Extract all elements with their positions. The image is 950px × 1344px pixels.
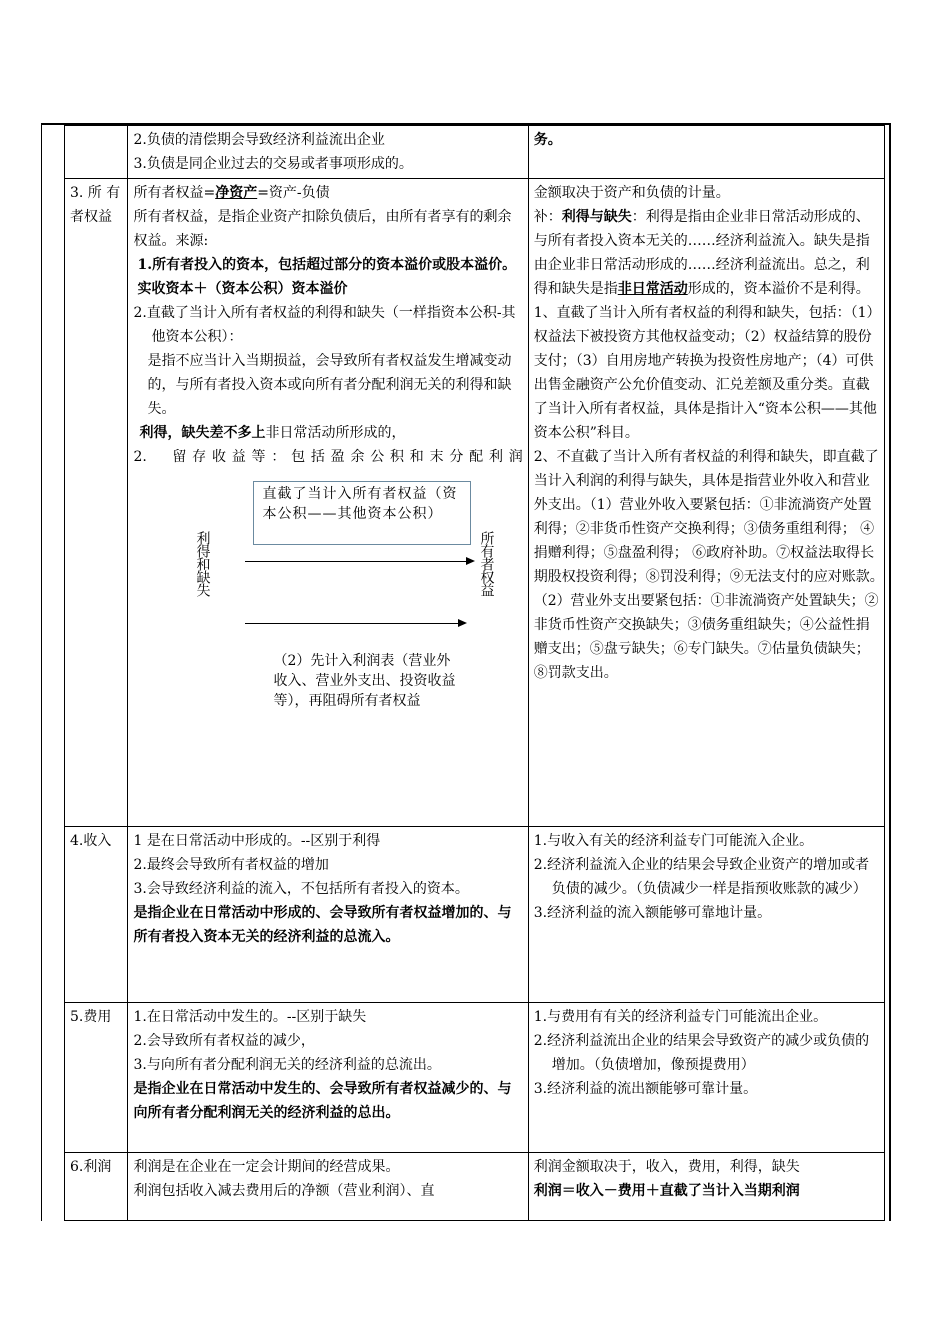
equity-definition-cell <box>128 179 528 827</box>
equity-definition: 所有者权益，是指企业资产扣除负债后，由所有者享有的剩余权益。来源: <box>133 209 512 249</box>
liability-feature-3: 3.负债是同企业过去的交易或者事项形成的。 <box>133 156 413 172</box>
table-row-continued <box>65 126 885 179</box>
label-cell-empty <box>65 126 128 179</box>
revenue-condition-3: 3.经济利益的流入额能够可靠地计量。 <box>533 905 772 921</box>
equity-measurement: 金额取决于资产和负债的计量。 <box>533 185 730 201</box>
profit-formula: 利润＝收入－费用＋直截了当计入当期利润 <box>533 1183 800 1199</box>
revenue-condition-1: 1.与收入有关的经济利益专门可能流入企业。 <box>533 833 814 849</box>
table-row-expense <box>65 1003 885 1153</box>
liability-conditions-cell <box>528 126 884 179</box>
liability-feature-2: 2.负债的清偿期会导致经济利益流出企业 <box>133 132 385 148</box>
expense-condition-2: 2.经济利益流出企业的结果会导致资产的减少或负债的增加。（负债增加，像预提费用） <box>533 1033 870 1073</box>
revenue-feature-1: 1 是在日常活动中形成的。--区别于利得 <box>133 833 381 849</box>
expense-conditions-cell <box>528 1003 884 1153</box>
diagram-arrow-bottom <box>245 623 465 624</box>
liability-conditions-tail: 务。 <box>533 132 562 148</box>
revenue-condition-2: 2.经济利益流入企业的结果会导致企业资产的增加或者负债的减少。（负债减少一样是指预收账款的减少） <box>533 857 870 897</box>
diagram-arrow-top <box>245 561 473 562</box>
table-row-equity <box>65 179 885 827</box>
expense-condition-1: 1.与费用有有关的经济利益专门可能流出企业。 <box>533 1009 828 1025</box>
revenue-conditions-cell <box>528 827 884 1003</box>
expense-feature-1: 1.在日常活动中发生的。--区别于缺失 <box>133 1009 367 1025</box>
equity-source-2-explain: 是指不应当计入当期损益，会导致所有者权益发生增减变动的，与所有者投入资本或向所有者分配利润无关的利得和缺失。 <box>147 353 512 417</box>
revenue-features-cell <box>128 827 528 1003</box>
equity-source-2: 2.直截了当计入所有者权益的利得和缺失（一样指资本公积-其他资本公积）： <box>133 305 516 345</box>
retained-earnings: 2. 留存收益等：包括盈余公积和末分配利润 <box>133 449 523 465</box>
revenue-feature-3: 3.会导致经济利益的流入，不包括所有者投入的资本。 <box>133 881 469 897</box>
profit-measurement: 利润金额取决于，收入，费用，利得，缺失 <box>533 1159 800 1175</box>
profit-measurement-cell <box>528 1153 884 1221</box>
net-assets-term: 净资产 <box>215 185 258 201</box>
expense-definition: 是指企业在日常活动中发生的、会导致所有者权益减少的、与向所有者分配利润无关的经济利益的总出。 <box>133 1081 512 1121</box>
gains-losses-supplement: 补：利得与缺失：利得是指由企业非日常活动形成的、与所有者投入资本无关的……经济利益流入。缺失是指由企业非日常活动形成的……经济利益流出。总之，利得和缺失是指非日常活动形成的，资本溢价不是利得。 <box>533 209 870 297</box>
expense-features-cell <box>128 1003 528 1153</box>
expense-feature-3: 3.与向所有者分配利润无关的经济利益的总流出。 <box>133 1057 441 1073</box>
revenue-definition: 是指企业在日常活动中形成的、会导致所有者权益增加的、与所有者投入资本无关的经济利益的总流入。 <box>133 905 512 945</box>
revenue-label: 4.收入 <box>65 827 128 1003</box>
diagram-box-direct: 直截了当计入所有者权益（资本公积——其他资本公积） <box>253 481 471 545</box>
table-row-profit <box>65 1153 885 1221</box>
diagram-left-label: 利得和缺失 <box>194 531 211 596</box>
profit-definition: 利润是在企业在一定会计期间的经营成果。 <box>133 1159 400 1175</box>
profit-label: 6.利润 <box>65 1153 128 1221</box>
diagram-right-label: 所有者权益 <box>478 531 495 596</box>
profit-definition-cell <box>128 1153 528 1221</box>
diagram-box-income-statement: （2）先计入利润表（营业外收入、营业外支出、投资收益等），再阻碍所有者权益 <box>273 653 456 709</box>
expense-condition-3: 3.经济利益的流出额能够可靠计量。 <box>533 1081 758 1097</box>
equity-label: 3. 所 有 者权益 <box>65 179 128 827</box>
direct-equity-gains: 1、直截了当计入所有者权益的利得和缺失，包括：（1）权益法下被投资方其他权益变动；（2）权益结算的股份支付；（3）自用房地产转换为投资性房地产；（4）可供出售金融资产公允价值变动、汇兑差额及重分类。直截了当计入所有者权益，具体是指计入“资本公积——其他资本公积”科目。 <box>533 305 877 441</box>
revenue-feature-2: 2.最终会导致所有者权益的增加 <box>133 857 329 873</box>
expense-label: 5.费用 <box>65 1003 128 1153</box>
accounting-elements-table <box>64 125 905 1221</box>
profit-gains-losses: 2、不直截了当计入所有者权益的利得和缺失，即直截了当计入利润的利得与缺失，具体是指营业外收入和营业外支出。（1）营业外收入要紧包括：①非流淌资产处置利得；②非货币性资产交换利得；③债务重组利得； ④捐赠利得；⑤盘盈利得； ⑥政府补助。⑦权益法取得长期股权投资利得；⑧罚没利得；⑨无法支付的应对账款。 （2）营业外支出要紧包括：①非流淌资产处置缺失；②非货币性资产交换缺失；③债务重组缺失；④公益性捐赠支出；⑤盘亏缺失；⑥专门缺失。⑦估量负债缺失；⑧罚款支出。 <box>533 449 905 681</box>
expense-feature-2: 2.会导致所有者权益的减少， <box>133 1033 315 1049</box>
table-row-revenue <box>65 827 885 1003</box>
profit-composition: 利润包括收入减去费用后的净额（营业利润）、直 <box>133 1183 435 1199</box>
equity-notes-cell <box>528 179 905 827</box>
gains-losses-diagram <box>133 475 522 777</box>
gains-losses-note: 利得，缺失差不多上非日常活动所形成的， <box>139 425 406 441</box>
equity-formula: 所有者权益=净资产=资产-负债 <box>133 185 330 201</box>
equity-source-1: 1.所有者投入的资本，包括超过部分的资本溢价或股本溢价。实收资本＋（资本公积）资本溢价 <box>137 257 517 297</box>
liability-features-cell <box>128 126 528 179</box>
